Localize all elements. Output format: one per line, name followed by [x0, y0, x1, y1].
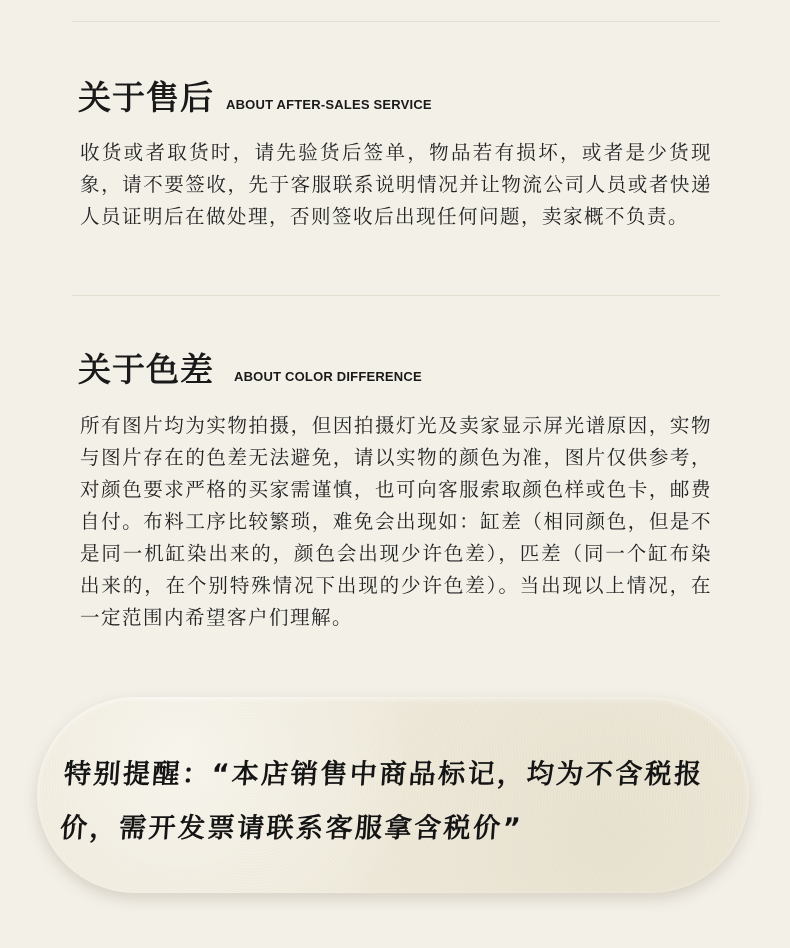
- color-difference-body: 所有图片均为实物拍摄，但因拍摄灯光及卖家显示屏光谱原因，实物与图片存在的色差无法避免，请以实物的颜色为准，图片仅供参考，对颜色要求严格的买家需谨慎，也可向客服索取颜色样或色卡，邮费自付。布料工序比较繁琐，难免会出现如：缸差（相同颜色，但是不是同一机缸染出来的，颜色会出现少许色差），匹差（同一个缸布染出来的，在个别特殊情况下出现的少许色差）。当出现以上情况，在一定范围内希望客户们理解。: [80, 414, 712, 629]
- color-difference-title: 关于色差: [78, 350, 214, 389]
- after-sales-body: 收货或者取货时，请先验货后签单，物品若有损坏，或者是少货现象，请不要签收，先于客服联系说明情况并让物流公司人员或者快递人员证明后在做处理，否则签收后出现任何问题，卖家概不负责。: [80, 141, 712, 228]
- reminder-text: 特别提醒：“本店销售中商品标记，均为不含税报价，需开发票请联系客服拿含税价”: [59, 759, 705, 844]
- after-sales-heading: [78, 72, 432, 119]
- after-sales-title: 关于售后: [78, 78, 214, 117]
- after-sales-subtitle: ABOUT AFTER-SALES SERVICE: [226, 97, 432, 112]
- top-divider: [72, 21, 720, 22]
- section-divider: [72, 295, 720, 296]
- color-difference-subtitle: ABOUT COLOR DIFFERENCE: [234, 369, 422, 384]
- color-difference-heading: [78, 344, 422, 391]
